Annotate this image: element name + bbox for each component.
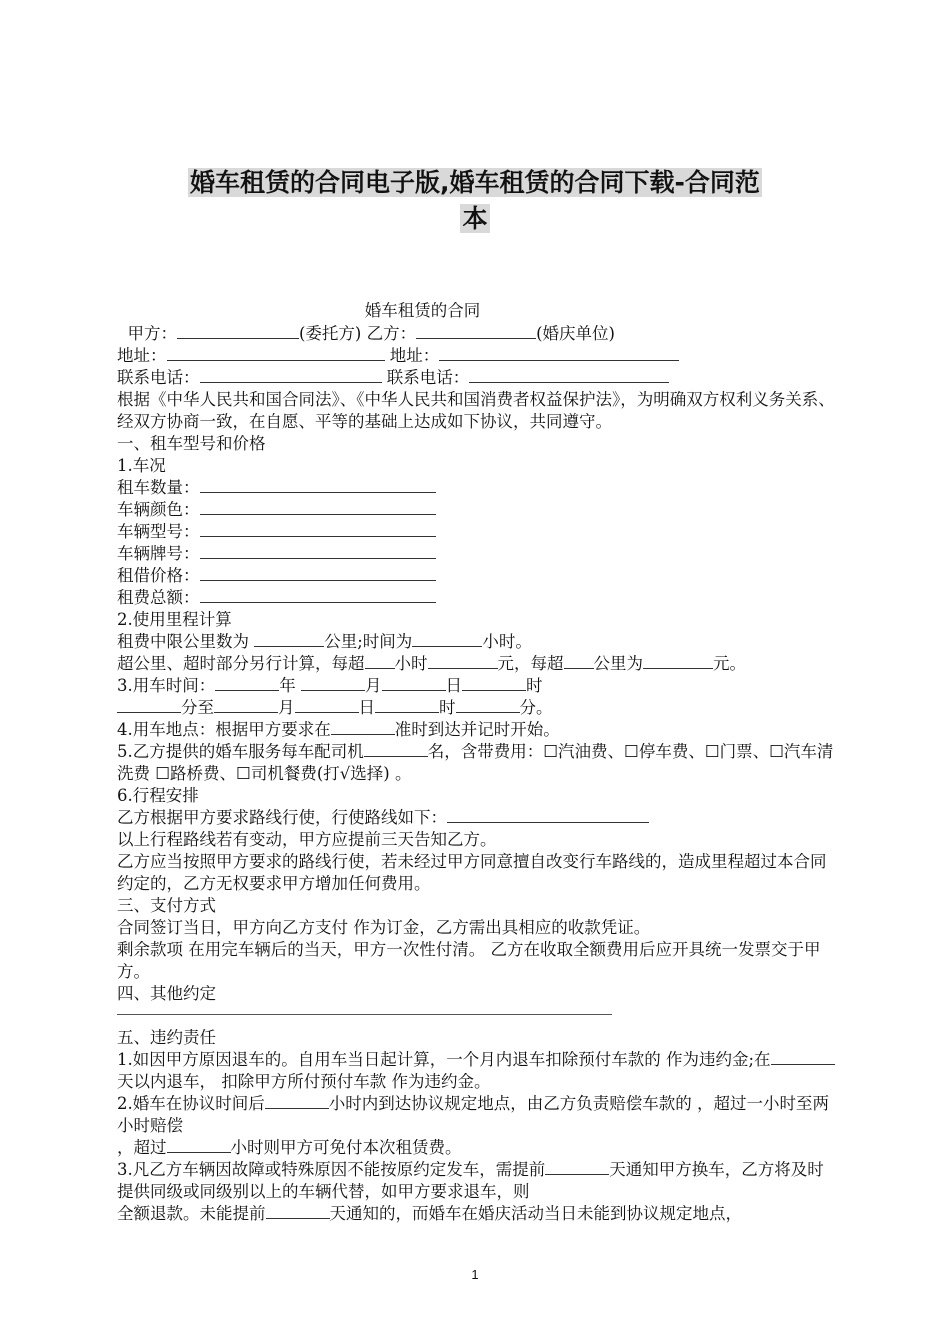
payment-balance-paragraph: 剩余款项 在用完车辆后的当天，甲方一次性付清。 乙方在收取全额费用后应开具统一发票交于甲方。 bbox=[117, 940, 821, 981]
contract-body bbox=[117, 323, 837, 1225]
route-change-paragraph: 以上行程路线若有变动，甲方应提前三天告知乙方。 bbox=[117, 830, 497, 849]
field-row: 租费总额： bbox=[117, 587, 837, 609]
phone-b-blank bbox=[469, 368, 669, 383]
section-4-heading: 四、其他约定 bbox=[117, 984, 216, 1003]
driver-fees-paragraph: 5.乙方提供的婚车服务每车配司机 名，含带费用：☐汽油费、☐停车费、☐门票、☐汽车清洗费 ☐路桥费、☐司机餐费(打√选择) 。 bbox=[117, 742, 834, 783]
overage-line: 超公里、超时部分另行计算，每超 小时 元，每超 公里为 元。 bbox=[117, 654, 746, 673]
phone-line: 联系电话： 联系电话： bbox=[117, 367, 837, 389]
address-line: 地址： 地址： bbox=[117, 345, 837, 367]
subsection-mileage: 2.使用里程计算 bbox=[117, 610, 232, 629]
field-row: 车辆颜色： bbox=[117, 499, 837, 521]
phone-a-blank bbox=[200, 368, 382, 383]
route-rule-paragraph: 乙方应当按照甲方要求的路线行使，若未经过甲方同意擅自改变行车路线的，造成里程超过本合同约定的，乙方无权要求甲方增加任何费用。 bbox=[117, 852, 827, 893]
breach-clause-3: 3.凡乙方车辆因故障或特殊原因不能按原约定发车，需提前 天通知甲方换车，乙方将及时提供同级或同级别以上的车辆代替，如甲方要求退车，则 bbox=[117, 1160, 824, 1201]
breach-clause-2: 2.婚车在协议时间后 小时内到达协议规定地点，由乙方负责赔偿车款的 ，超过一小时至两小时赔偿 bbox=[117, 1094, 829, 1135]
party-a-blank bbox=[177, 324, 299, 339]
address-a-blank bbox=[167, 346, 385, 361]
other-terms-blank bbox=[117, 1014, 612, 1015]
field-row: 租借价格： bbox=[117, 565, 837, 587]
subsection-itinerary: 6.行程安排 bbox=[117, 786, 199, 805]
breach-clause-3-cont: 全额退款。未能提前 天通知的，而婚车在婚庆活动当日未能到协议规定地点， bbox=[117, 1204, 742, 1223]
page-title-line2: 本 bbox=[462, 204, 488, 233]
field-row: 租车数量： bbox=[117, 477, 837, 499]
section-1-heading: 一、租车型号和价格 bbox=[117, 434, 266, 453]
usage-location-line: 4.用车地点：根据甲方要求在 准时到达并记时开始。 bbox=[117, 720, 560, 739]
field-row: 车辆牌号： bbox=[117, 543, 837, 565]
section-3-heading: 三、支付方式 bbox=[117, 896, 216, 915]
breach-clause-1: 1.如因甲方原因退车的。自用车当日起计算，一个月内退车扣除预付车款的 作为违约金;在天以内退车， 扣除甲方所付预付车款 作为违约金。 bbox=[117, 1049, 837, 1093]
field-row: 车辆型号： bbox=[117, 521, 837, 543]
page-title-line1: 婚车租赁的合同电子版,婚车租赁的合同下载-合同范 bbox=[190, 168, 760, 197]
payment-deposit-paragraph: 合同签订当日，甲方向乙方支付 作为订金，乙方需出具相应的收款凭证。 bbox=[117, 918, 651, 937]
address-b-blank bbox=[439, 346, 679, 361]
route-line: 乙方根据甲方要求路线行使，行使路线如下： bbox=[117, 807, 837, 829]
subsection-car-condition: 1.车况 bbox=[117, 456, 166, 475]
page-title bbox=[0, 165, 950, 237]
intro-paragraph: 根据《中华人民共和国合同法》、《中华人民共和国消费者权益保护法》，为明确双方权利义务关系、经双方协商一致，在自愿、平等的基础上达成如下协议，共同遵守。 bbox=[117, 390, 835, 431]
page-number: 1 bbox=[471, 1267, 479, 1282]
party-line: 甲方： (委托方) 乙方： (婚庆单位) bbox=[127, 324, 615, 343]
usage-time-line-2: 分至 月 日 时 分。 bbox=[117, 697, 837, 719]
breach-clause-2-cont: ，超过 小时则甲方可免付本次租赁费。 bbox=[117, 1138, 462, 1157]
mileage-limit-line: 租费中限公里数为 公里;时间为 小时。 bbox=[117, 632, 532, 651]
contract-title: 婚车租赁的合同 bbox=[364, 301, 481, 320]
party-b-blank bbox=[416, 324, 536, 339]
section-5-heading: 五、违约责任 bbox=[117, 1028, 216, 1047]
usage-time-line: 3.用车时间： 年 月 日 时 bbox=[117, 676, 543, 695]
